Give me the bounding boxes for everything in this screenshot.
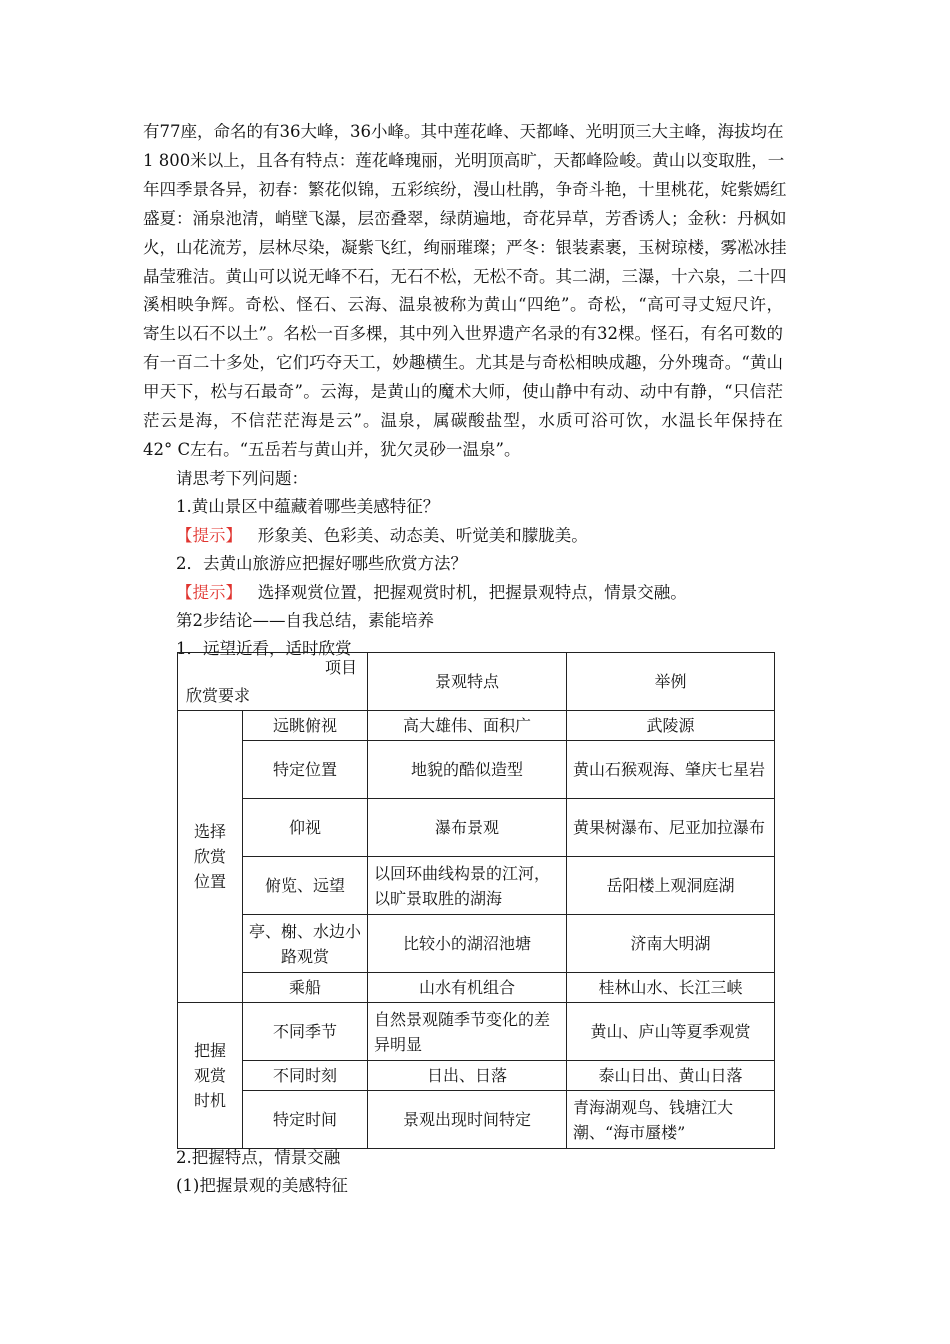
cell-feature: 以回环曲线构景的江河，以旷景取胜的湖海: [368, 857, 567, 915]
table-row: [178, 973, 775, 1003]
question-1: 1.黄山景区中蕴藏着哪些美感特征？: [176, 497, 440, 516]
hint-label: 【提示】: [176, 526, 242, 545]
paragraph-line: 晶莹雅洁。黄山可以说无峰不石，无石不松，无松不奇。其二湖，三瀑，十六泉，二十四: [143, 266, 787, 286]
answer-1: [176, 522, 588, 546]
hint-label: 【提示】: [176, 583, 242, 602]
paragraph-line: 年四季景各异，初春：繁花似锦，五彩缤纷，漫山杜鹃，争奇斗艳，十里桃花，姹紫嫣红: [143, 179, 787, 199]
corner-bottom-label: 欣赏要求: [186, 686, 251, 705]
cell-example: 青海湖观鸟、钱塘江大潮、“海市蜃楼”: [567, 1091, 775, 1149]
cell-example: 黄山石猴观海、肇庆七星岩: [567, 741, 775, 799]
table-corner-header: [178, 653, 368, 711]
paragraph-line: 溪相映争辉。奇松、怪石、云海、温泉被称为黄山“四绝”。奇松，“高可寻丈短尺许，: [143, 295, 783, 315]
paragraph-line: 寄生以石不以土”。名松一百多棵，其中列入世界遗产名录的有32棵。怪石，有名可数的: [143, 324, 783, 344]
header-examples: 举例: [567, 653, 775, 711]
questions-prompt: 请思考下列问题：: [176, 469, 308, 488]
table-row: [178, 1091, 775, 1149]
cell-position: 特定时间: [243, 1091, 368, 1149]
cell-feature: 日出、日落: [368, 1061, 567, 1091]
cell-position: 远眺俯视: [243, 711, 368, 741]
cell-example: 岳阳楼上观洞庭湖: [567, 857, 775, 915]
paragraph-line: 1 800米以上，且各有特点：莲花峰瑰丽，光明顶高旷，天都峰险峻。黄山以变取胜，一: [143, 150, 785, 170]
answer-1-text: 形象美、色彩美、动态美、听觉美和朦胧美。: [257, 526, 588, 545]
cell-example: 黄果树瀑布、尼亚加拉瀑布: [567, 799, 775, 857]
cell-feature: 山水有机组合: [368, 973, 567, 1003]
cell-position: 乘船: [243, 973, 368, 1003]
table-row: [178, 915, 775, 973]
table-row: [178, 799, 775, 857]
header-features: 景观特点: [368, 653, 567, 711]
cell-position: 特定位置: [243, 741, 368, 799]
group-timing: 把握 观赏 时机: [178, 1003, 243, 1149]
group-choose-position: 选择 欣赏 位置: [178, 711, 243, 1003]
cell-example: 桂林山水、长江三峡: [567, 973, 775, 1003]
answer-2: [176, 579, 687, 603]
cell-feature: 地貌的酷似造型: [368, 741, 567, 799]
table-row: [178, 711, 775, 741]
cell-feature: 自然景观随季节变化的差异明显: [368, 1003, 567, 1061]
huangshan-paragraph: [143, 118, 787, 465]
paragraph-line: 火，山花流芳，层林尽染，凝紫飞红，绚丽璀璨；严冬：银装素裹，玉树琼楼，雾凇冰挂: [143, 237, 787, 257]
cell-position: 俯览、远望: [243, 857, 368, 915]
cell-position: 不同季节: [243, 1003, 368, 1061]
cell-example: 济南大明湖: [567, 915, 775, 973]
section-1-heading: 1．远望近看，适时欣赏: [176, 639, 352, 658]
paragraph-line: 42° C左右。“五岳若与黄山并，犹欠灵砂一温泉”。: [143, 439, 521, 459]
cell-feature: 比较小的湖沼池塘: [368, 915, 567, 973]
table-row: [178, 1003, 775, 1061]
cell-feature: 瀑布景观: [368, 799, 567, 857]
paragraph-line: 有一百二十多处，它们巧夺天工，妙趣横生。尤其是与奇松相映成趣，分外瑰奇。“黄山: [143, 353, 783, 373]
table-row: [178, 741, 775, 799]
paragraph-line: 有77座，命名的有36大峰，36小峰。其中莲花峰、天都峰、光明顶三大主峰，海拔均在: [143, 122, 784, 141]
cell-position: 不同时刻: [243, 1061, 368, 1091]
step-2-heading: 第2步结论——自我总结，素能培养: [176, 611, 434, 630]
paragraph-line: 茫云是海，不信茫茫海是云”。温泉，属碳酸盐型，水质可浴可饮，水温长年保持在: [143, 411, 783, 431]
cell-example: 黄山、庐山等夏季观赏: [567, 1003, 775, 1061]
cell-feature: 高大雄伟、面积广: [368, 711, 567, 741]
cell-feature: 景观出现时间特定: [368, 1091, 567, 1149]
cell-position: 仰视: [243, 799, 368, 857]
section-2-heading: 2.把握特点，情景交融: [176, 1148, 341, 1167]
section-2-1-heading: (1)把握景观的美感特征: [176, 1176, 348, 1195]
paragraph-line: 盛夏：涌泉池清，峭壁飞瀑，层峦叠翠，绿荫遍地，奇花异草，芳香诱人；金秋：丹枫如: [143, 208, 787, 228]
corner-top-label: 项目: [324, 658, 357, 677]
answer-2-text: 选择观赏位置，把握观赏时机，把握景观特点，情景交融。: [257, 583, 687, 602]
question-2: 2．去黄山旅游应把握好哪些欣赏方法？: [176, 554, 467, 573]
paragraph-line: 甲天下，松与石最奇”。云海，是黄山的魔术大师，使山静中有动、动中有静，“只信茫: [143, 382, 783, 402]
cell-position: 亭、榭、水边小路观赏: [243, 915, 368, 973]
cell-example: 泰山日出、黄山日落: [567, 1061, 775, 1091]
table-row: [178, 857, 775, 915]
table-row: [178, 1061, 775, 1091]
cell-example: 武陵源: [567, 711, 775, 741]
appreciation-table: [177, 652, 775, 1149]
